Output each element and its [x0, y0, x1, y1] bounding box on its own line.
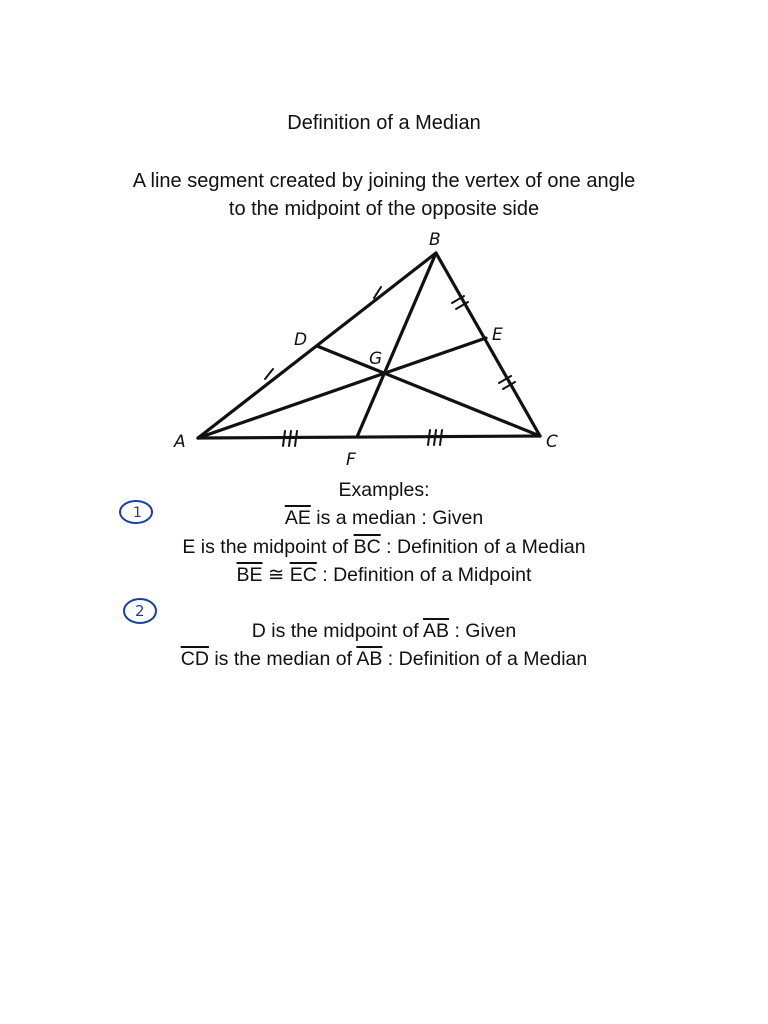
tick-af-2: [289, 431, 291, 446]
segment-ab: $\overline{AB}$: [423, 620, 450, 643]
triangle-figure: [0, 0, 768, 480]
segment-cd: $\overline{CD}$: [180, 648, 209, 671]
vertex-label-f: F: [346, 450, 356, 470]
vertex-label-g: G: [369, 349, 383, 369]
vertex-label-c: C: [546, 432, 558, 452]
example-1-number: 1: [133, 505, 142, 521]
median-bf: [357, 253, 436, 437]
example-1-line-2: E is the midpoint of $\overline{BC}$ : Definition of a Median: [182, 535, 586, 558]
vertex-label-d: D: [294, 330, 308, 350]
segment-ec: $\overline{EC}$: [289, 563, 317, 586]
example-2-number: 2: [135, 602, 145, 620]
segment-ae: $\overline{AE}$: [284, 507, 311, 530]
example-2-number-circle: [120, 596, 160, 626]
page-title: Definition of a Median: [287, 112, 481, 134]
vertex-label-b: B: [429, 230, 441, 250]
example-1-line-1: $\overline{AE}$ is a median : Given: [284, 507, 484, 530]
example-1-line-3: $\overline{BE}$ ≅ $\overline{EC}$ : Definition of a Midpoint: [236, 563, 532, 586]
examples-heading: Examples:: [338, 479, 430, 501]
definition-line-2: to the midpoint of the opposite side: [228, 198, 540, 220]
tick-fc-2: [434, 430, 436, 445]
tick-fc-3: [440, 430, 442, 445]
side-bc: [436, 253, 540, 436]
tick-af-3: [295, 431, 297, 446]
example-2-line-1: D is the midpoint of $\overline{AB}$ : Given: [251, 620, 517, 643]
tick-ad: [265, 369, 273, 379]
vertex-label-a: A: [174, 432, 186, 452]
segment-be: $\overline{BE}$: [236, 563, 263, 586]
median-ae: [198, 338, 486, 438]
congruent-symbol: ≅: [262, 563, 290, 586]
side-ac: [198, 436, 540, 438]
definition-line-1: A line segment created by joining the vertex of one angle: [132, 170, 636, 192]
segment-bc: $\overline{BC}$: [353, 535, 381, 558]
example-2-line-2: $\overline{CD}$ is the median of $\overline{AB}$ : Definition of a Median: [180, 648, 588, 671]
example-1-number-circle: [116, 498, 156, 526]
tick-fc-1: [428, 430, 430, 445]
segment-ab-2: $\overline{AB}$: [356, 648, 383, 671]
vertex-label-e: E: [492, 325, 503, 345]
tick-af-1: [283, 431, 285, 446]
